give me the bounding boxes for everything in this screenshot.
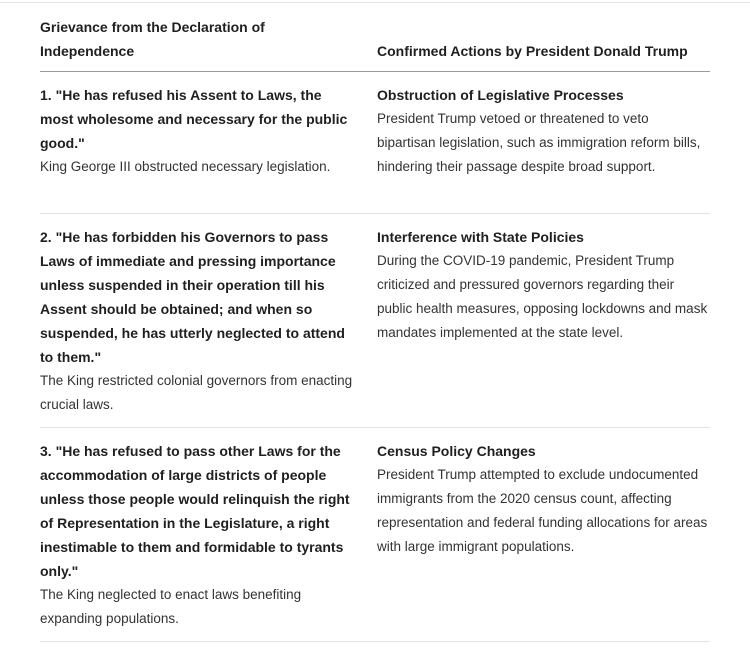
grievance-cell [40,439,377,631]
grievance-note: The King restricted colonial governors from enacting crucial laws. [40,373,353,412]
table-row [40,214,710,428]
action-title: Census Policy Changes [377,443,536,459]
grievance-cell [40,225,377,417]
action-cell [377,83,710,203]
grievance-note: King George III obstructed necessary legislation. [40,159,331,174]
header-actions: Confirmed Actions by President Donald Trump [377,43,688,59]
action-cell [377,225,710,417]
action-description: During the COVID-19 pandemic, President Trump criticized and pressured governors regarding their public health measures, opposing lockdowns and mask mandates implemented at the state level. [377,253,708,340]
action-title: Interference with State Policies [377,229,584,245]
grievance-note: The King neglected to enact laws benefiting expanding populations. [40,587,302,626]
grievance-quote: 1. "He has refused his Assent to Laws, the most wholesome and necessary for the public good." [40,87,348,151]
grievance-cell [40,83,377,203]
action-description: President Trump attempted to exclude undocumented immigrants from the 2020 census count, affecting representation and federal funding allocations for areas with large immigrant populations. [377,467,708,554]
action-description: President Trump vetoed or threatened to veto bipartisan legislation, such as immigration reform bills, hindering their passage despite broad support. [377,111,701,174]
grievance-quote: 2. "He has forbidden his Governors to pass Laws of immediate and pressing importance unless suspended in their operation till his Assent should be obtained; and when so suspended, he has utterly neglected to attend to them." [40,229,345,365]
action-cell [377,439,710,631]
table-header [40,0,710,72]
comparison-table [40,0,710,642]
grievance-quote: 3. "He has refused to pass other Laws for the accommodation of large districts of people unless those people would relinquish the right of Representation in the Legislature, a right inestimable to them and formidable to tyrants only." [40,443,350,579]
table-row [40,72,710,214]
action-title: Obstruction of Legislative Processes [377,87,624,103]
header-grievance: Grievance from the Declaration of Independence [40,19,265,59]
table-row [40,428,710,642]
